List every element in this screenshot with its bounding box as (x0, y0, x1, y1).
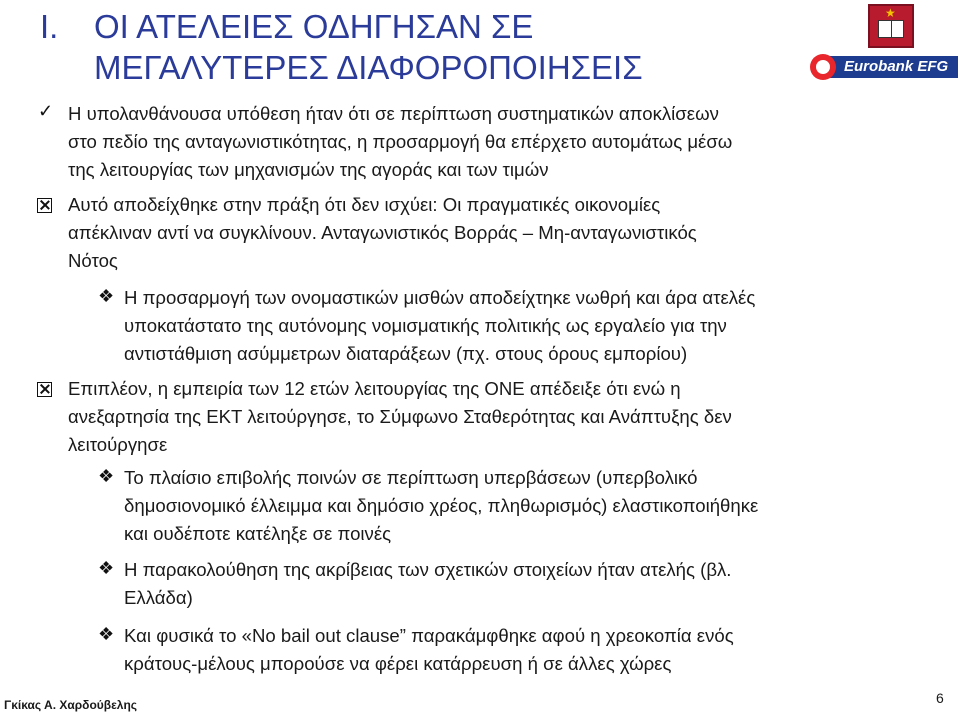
bullet-2-line-3: Νότος (68, 250, 118, 271)
bullet-1-line-3: της λειτουργίας των μηχανισμών της αγοράς και των τιμών (68, 159, 549, 180)
bullet-3a-line-3: και ουδέποτε κατέληξε σε ποινές (124, 523, 392, 544)
title-line-2: ΜΕΓΑΛΥΤΕΡΕΣ ΔΙΑΦΟΡΟΠΟΙΗΣΕΙΣ (94, 49, 643, 86)
bullet-3-line-3: λειτούργησε (68, 434, 168, 455)
eurobank-logo (810, 54, 958, 80)
bullet-3-line-2: ανεξαρτησία της ΕΚΤ λειτούργησε, το Σύμφωνο Σταθερότητας και Ανάπτυξης δεν (68, 406, 732, 427)
eurobank-mark-icon (810, 54, 836, 80)
x-box-icon (37, 382, 52, 397)
footer-author: Γκίκας Α. Χαρδούβελης (4, 698, 138, 712)
x-box-icon (37, 198, 52, 213)
bullet-3b-line-2: Ελλάδα) (124, 587, 193, 608)
bullet-3a-line-2: δημοσιονομικό έλλειμμα και δημόσιο χρέος, πληθωρισμός) ελαστικοποιήθηκε (124, 495, 759, 516)
bullet-3a-line-1: Το πλαίσιο επιβολής ποινών σε περίπτωση υπερβάσεων (υπερβολικό (124, 467, 698, 488)
bullet-2-line-2: απέκλιναν αντί να συγκλίνουν. Ανταγωνιστικός Βορράς – Μη-ανταγωνιστικός (68, 222, 697, 243)
bullet-2-line-1: Αυτό αποδείχθηκε στην πράξη ότι δεν ισχύει: Οι πραγματικές οικονομίες (68, 194, 661, 215)
bullet-3c-line-2: κράτους-μέλους μπορούσε να φέρει κατάρρευση ή σε άλλες χώρες (124, 653, 672, 674)
bullet-2a-line-1: Η προσαρμογή των ονομαστικών μισθών αποδείχτηκε νωθρή και άρα ατελές (124, 287, 756, 308)
diamond-bullet-icon: ❖ (98, 558, 115, 578)
page-number: 6 (936, 690, 944, 706)
university-crest-icon: ★ (868, 4, 914, 48)
bullet-3c-line-1: Και φυσικά το «No bail out clause” παρακάμφθηκε αφού η χρεοκοπία ενός (124, 625, 734, 646)
checkmark-icon: ✓ (38, 101, 54, 121)
diamond-bullet-icon: ❖ (98, 466, 115, 486)
eurobank-logo-text: Eurobank EFG (844, 58, 949, 75)
bullet-2a-line-3: αντιστάθμιση ασύμμετρων διαταράξεων (πχ. στους όρους εμπορίου) (124, 343, 688, 364)
diamond-bullet-icon: ❖ (98, 624, 115, 644)
bullet-1-line-1: Η υπολανθάνουσα υπόθεση ήταν ότι σε περίπτωση συστηματικών αποκλίσεων (68, 103, 719, 124)
bullet-1-line-2: στο πεδίο της ανταγωνιστικότητας, η προσαρμογή θα επέρχετο αυτομάτως μέσω (68, 131, 733, 152)
logo-area (808, 2, 958, 82)
diamond-bullet-icon: ❖ (98, 286, 115, 306)
title-line-1: ΟΙ ΑΤΕΛΕΙΕΣ ΟΔΗΓΗΣΑΝ ΣΕ (94, 8, 534, 45)
bullet-3b-line-1: Η παρακολούθηση της ακρίβειας των σχετικών στοιχείων ήταν ατελής (βλ. (124, 559, 732, 580)
title-number: I. (40, 8, 59, 45)
bullet-2a-line-2: υποκατάστατο της αυτόνομης νομισματικής πολιτικής ως εργαλείο για την (124, 315, 727, 336)
bullet-3-line-1: Επιπλέον, η εμπειρία των 12 ετών λειτουργίας της ΟΝΕ απέδειξε ότι ενώ η (68, 378, 681, 399)
